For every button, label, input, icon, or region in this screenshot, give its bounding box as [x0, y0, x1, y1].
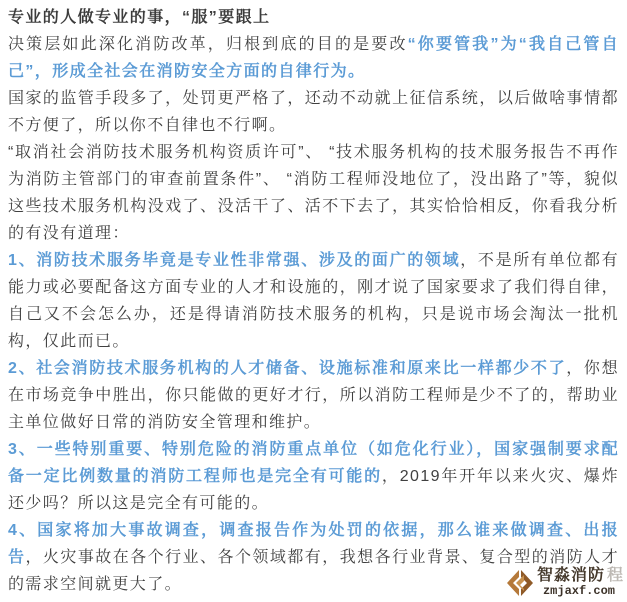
watermark	[505, 567, 624, 599]
text-segment-normal: 国家的监管手段多了，处罚更严格了，还动不动就上征信系统，以后做啥事情都不方便了，所以你不自律也不行啊。	[8, 90, 619, 134]
watermark-faded-char: 程	[606, 567, 624, 585]
text-segment-normal: “取消社会消防技术服务机构资质许可”、 “技术服务机构的技术服务报告不再作为消防主管部门的审查前置条件”、 “消防工程师没地位了，没出路了”等，貌似这些技术服务机构没戏了、没活干了、活不下去了，其实恰恰相反，你看我分析的有没有道理：	[8, 144, 619, 242]
article-title: 专业的人做专业的事，“服”要跟上	[8, 9, 271, 26]
text-segment-blue: 2、社会消防技术服务机构的人才储备、设施标准和原来比一样都少不了	[8, 360, 567, 377]
text-segment-normal: ，火灾事故在各个行业、各个领域都有，我想各行业背景、复合型的消防人才的需求空间就更大了。	[8, 549, 619, 593]
watermark-brand	[537, 568, 624, 585]
paragraph	[8, 31, 619, 85]
text-segment-blue: 3、一些特别重要、特别危险的消防重点单位（如危化行业），国家强制要求配备一定比例数量的消防工程师也是完全有可能的	[8, 441, 619, 485]
text-segment-normal: ，你想在市场竞争中胜出，你只能做的更好才行，所以消防工程师是少不了的，帮助业主单位做好日常的消防安全管理和维护。	[8, 360, 620, 431]
zhimiao-logo-icon	[505, 567, 535, 599]
text-segment-blue: “你要管我”为“我自己管自己”，形成全社会在消防安全方面的自律行为。	[8, 36, 619, 80]
article-body	[8, 31, 619, 598]
text-segment-blue: 4、国家将加大事故调查，调查报告作为处罚的依据，那么谁来做调查、出报告	[8, 522, 619, 566]
text-segment-normal: 决策层如此深化消防改革，归根到底的目的是要改	[8, 36, 408, 53]
paragraph	[8, 355, 619, 436]
watermark-brand-name: 智淼消防	[536, 567, 605, 585]
paragraph	[8, 247, 619, 355]
paragraph	[8, 436, 619, 517]
paragraph	[8, 85, 619, 139]
watermark-url: zmjaxf.com	[542, 584, 615, 599]
text-segment-normal: ，2019年开年以来火灾、爆炸还少吗？所以这是完全有可能的。	[8, 468, 619, 512]
paragraph	[8, 139, 619, 247]
text-segment-normal: ，不是所有单位都有能力或必要配备这方面专业的人才和设施的，刚才说了国家要求了我们得自律，自己又不会怎么办，还是得请消防技术服务的机构，只是说市场会淘汰一批机构，仅此而已。	[8, 252, 619, 350]
watermark-text-block	[537, 568, 624, 597]
text-segment-blue: 1、消防技术服务毕竟是专业性非常强、涉及的面广的领域	[8, 252, 461, 269]
